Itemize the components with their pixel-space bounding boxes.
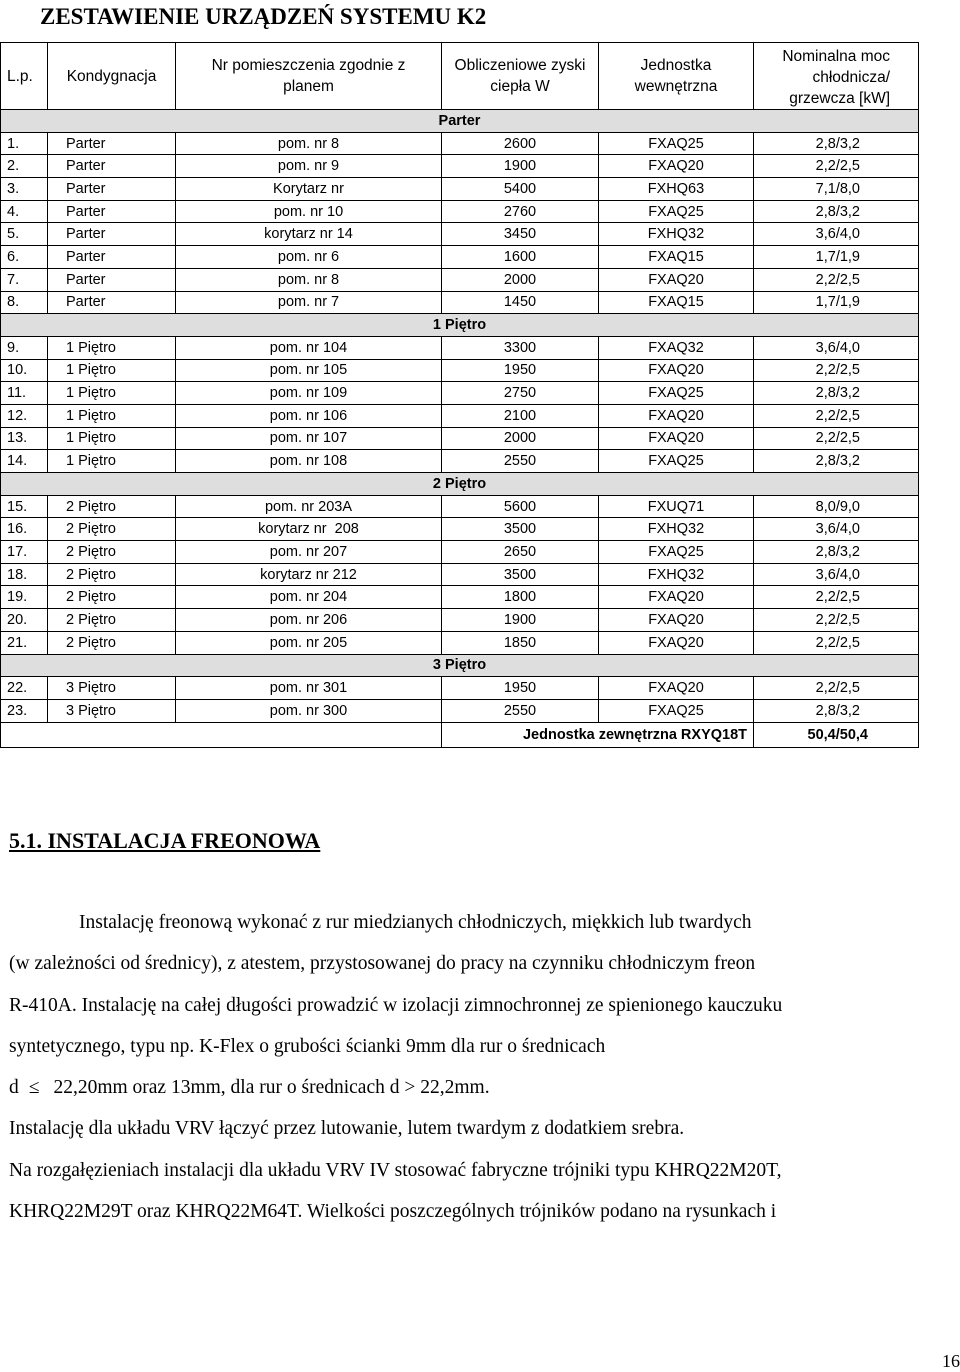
body-line: Instalację freonową wykonać z rur miedzianych chłodniczych, miękkich lub twardych <box>79 912 752 933</box>
body-line: Na rozgałęzieniach instalacji dla układu VRV IV stosować fabryczne trójniki typu KHRQ22M20T, <box>9 1159 782 1181</box>
cell-room: pom. nr 107 <box>176 427 442 450</box>
cell-indoor-unit: FXHQ32 <box>599 518 754 541</box>
cell-room: pom. nr 7 <box>176 291 442 314</box>
cell-room: pom. nr 207 <box>176 541 442 564</box>
cell-nominal-power: 2,8/3,2 <box>754 541 919 564</box>
cell-heat-gain: 2600 <box>442 132 599 155</box>
formula-text: 22,20mm oraz 13mm, dla rur o średnicach d > 22,2mm. <box>53 1077 490 1099</box>
cell-floor: 1 Piętro <box>48 382 176 405</box>
table-row <box>1 223 919 246</box>
cell-indoor-unit: FXAQ20 <box>599 609 754 632</box>
header-indoor-unit: Jednostka wewnętrzna <box>599 43 754 110</box>
cell-lp: 4. <box>1 200 48 223</box>
table-row <box>1 563 919 586</box>
cell-heat-gain: 3500 <box>442 563 599 586</box>
cell-heat-gain: 2760 <box>442 200 599 223</box>
cell-indoor-unit: FXAQ32 <box>599 336 754 359</box>
section-row <box>1 110 919 133</box>
cell-nominal-power: 2,2/2,5 <box>754 427 919 450</box>
cell-floor: 2 Piętro <box>48 586 176 609</box>
cell-floor: 3 Piętro <box>48 699 176 722</box>
cell-heat-gain: 3450 <box>442 223 599 246</box>
cell-heat-gain: 3500 <box>442 518 599 541</box>
cell-lp: 12. <box>1 404 48 427</box>
cell-nominal-power: 3,6/4,0 <box>754 336 919 359</box>
cell-lp: 1. <box>1 132 48 155</box>
cell-nominal-power: 3,6/4,0 <box>754 518 919 541</box>
cell-indoor-unit: FXHQ32 <box>599 563 754 586</box>
table-header-row <box>1 43 919 110</box>
section-row <box>1 654 919 677</box>
table-row <box>1 541 919 564</box>
outdoor-unit-label: Jednostka zewnętrzna RXYQ18T <box>442 722 754 747</box>
section-label: 3 Piętro <box>1 654 919 677</box>
table-row <box>1 268 919 291</box>
cell-lp: 19. <box>1 586 48 609</box>
cell-room: Korytarz nr <box>176 178 442 201</box>
cell-floor: 2 Piętro <box>48 541 176 564</box>
cell-nominal-power: 2,2/2,5 <box>754 359 919 382</box>
cell-floor: 2 Piętro <box>48 631 176 654</box>
cell-room: pom. nr 105 <box>176 359 442 382</box>
cell-heat-gain: 2550 <box>442 699 599 722</box>
cell-heat-gain: 1950 <box>442 359 599 382</box>
cell-indoor-unit: FXHQ32 <box>599 223 754 246</box>
cell-indoor-unit: FXAQ15 <box>599 291 754 314</box>
body-line: (w zależności od średnicy), z atestem, przystosowanej do pracy na czynniku chłodniczym freon <box>9 953 756 975</box>
cell-heat-gain: 3300 <box>442 336 599 359</box>
cell-nominal-power: 2,2/2,5 <box>754 155 919 178</box>
cell-lp: 20. <box>1 609 48 632</box>
cell-lp: 16. <box>1 518 48 541</box>
cell-lp: 23. <box>1 699 48 722</box>
table-row <box>1 155 919 178</box>
cell-floor: Parter <box>48 291 176 314</box>
body-text <box>9 902 954 1232</box>
cell-floor: Parter <box>48 200 176 223</box>
cell-room: pom. nr 206 <box>176 609 442 632</box>
table-row <box>1 631 919 654</box>
cell-room: pom. nr 10 <box>176 200 442 223</box>
cell-lp: 9. <box>1 336 48 359</box>
cell-nominal-power: 1,7/1,9 <box>754 291 919 314</box>
cell-floor: 1 Piętro <box>48 336 176 359</box>
table-row <box>1 291 919 314</box>
body-line: syntetycznego, typu np. K-Flex o grubości ścianki 9mm dla rur o średnicach <box>9 1035 606 1057</box>
header-lp: L.p. <box>1 43 48 110</box>
cell-lp: 10. <box>1 359 48 382</box>
cell-floor: 3 Piętro <box>48 677 176 700</box>
header-floor: Kondygnacja <box>48 43 176 110</box>
cell-floor: Parter <box>48 178 176 201</box>
cell-floor: 1 Piętro <box>48 427 176 450</box>
cell-room: korytarz nr 212 <box>176 563 442 586</box>
cell-heat-gain: 1600 <box>442 246 599 269</box>
cell-room: pom. nr 301 <box>176 677 442 700</box>
cell-lp: 18. <box>1 563 48 586</box>
cell-nominal-power: 2,2/2,5 <box>754 677 919 700</box>
body-line: R-410A. Instalację na całej długości prowadzić w izolacji zimnochronnej ze spienionego kauczuku <box>9 994 783 1016</box>
body-line: KHRQ22M29T oraz KHRQ22M64T. Wielkości poszczególnych trójników podano na rysunkach i <box>9 1201 777 1223</box>
cell-room: pom. nr 8 <box>176 132 442 155</box>
table-body <box>1 110 919 748</box>
cell-heat-gain: 1950 <box>442 677 599 700</box>
formula-variable: d <box>9 1077 19 1099</box>
cell-floor: Parter <box>48 132 176 155</box>
cell-nominal-power: 2,8/3,2 <box>754 699 919 722</box>
cell-heat-gain: 1850 <box>442 631 599 654</box>
cell-room: pom. nr 204 <box>176 586 442 609</box>
table-row <box>1 359 919 382</box>
cell-lp: 15. <box>1 495 48 518</box>
cell-floor: Parter <box>48 246 176 269</box>
cell-floor: 2 Piętro <box>48 518 176 541</box>
cell-floor: 1 Piętro <box>48 450 176 473</box>
cell-nominal-power: 2,8/3,2 <box>754 450 919 473</box>
cell-indoor-unit: FXAQ20 <box>599 427 754 450</box>
table-row <box>1 518 919 541</box>
cell-lp: 22. <box>1 677 48 700</box>
cell-nominal-power: 1,7/1,9 <box>754 246 919 269</box>
cell-indoor-unit: FXUQ71 <box>599 495 754 518</box>
cell-lp: 3. <box>1 178 48 201</box>
cell-floor: 1 Piętro <box>48 359 176 382</box>
document-title: ZESTAWIENIE URZĄDZEŃ SYSTEMU K2 <box>40 4 487 29</box>
cell-indoor-unit: FXAQ20 <box>599 586 754 609</box>
equipment-table <box>0 42 919 748</box>
cell-floor: Parter <box>48 223 176 246</box>
header-heat-gain: Obliczeniowe zyski ciepła W <box>442 43 599 110</box>
cell-lp: 11. <box>1 382 48 405</box>
cell-room: pom. nr 203A <box>176 495 442 518</box>
cell-lp: 2. <box>1 155 48 178</box>
table-row <box>1 450 919 473</box>
cell-indoor-unit: FXAQ20 <box>599 677 754 700</box>
cell-floor: 1 Piętro <box>48 404 176 427</box>
cell-floor: Parter <box>48 155 176 178</box>
body-line <box>9 1067 954 1108</box>
header-nominal-power: Nominalna moc chłodnicza/ grzewcza [kW] <box>754 43 919 110</box>
cell-indoor-unit: FXAQ15 <box>599 246 754 269</box>
table-row <box>1 178 919 201</box>
table-row <box>1 132 919 155</box>
cell-nominal-power: 2,8/3,2 <box>754 382 919 405</box>
cell-heat-gain: 5400 <box>442 178 599 201</box>
table-row <box>1 246 919 269</box>
cell-floor: 2 Piętro <box>48 609 176 632</box>
page-number: 16 <box>942 1351 960 1371</box>
cell-heat-gain: 2650 <box>442 541 599 564</box>
summary-row <box>1 722 919 747</box>
table-row <box>1 427 919 450</box>
cell-heat-gain: 1900 <box>442 155 599 178</box>
cell-nominal-power: 2,2/2,5 <box>754 609 919 632</box>
cell-nominal-power: 2,2/2,5 <box>754 268 919 291</box>
cell-lp: 21. <box>1 631 48 654</box>
cell-room: korytarz nr 208 <box>176 518 442 541</box>
cell-heat-gain: 2000 <box>442 268 599 291</box>
cell-indoor-unit: FXAQ20 <box>599 631 754 654</box>
cell-room: pom. nr 205 <box>176 631 442 654</box>
cell-heat-gain: 2100 <box>442 404 599 427</box>
cell-room: korytarz nr 14 <box>176 223 442 246</box>
section-label: Parter <box>1 110 919 133</box>
body-line: Instalację dla układu VRV łączyć przez lutowanie, lutem twardym z dodatkiem srebra. <box>9 1118 685 1140</box>
cell-indoor-unit: FXHQ63 <box>599 178 754 201</box>
cell-indoor-unit: FXAQ25 <box>599 699 754 722</box>
table-row <box>1 200 919 223</box>
cell-nominal-power: 2,2/2,5 <box>754 631 919 654</box>
cell-heat-gain: 5600 <box>442 495 599 518</box>
cell-nominal-power: 3,6/4,0 <box>754 223 919 246</box>
cell-room: pom. nr 109 <box>176 382 442 405</box>
cell-nominal-power: 2,8/3,2 <box>754 200 919 223</box>
cell-room: pom. nr 9 <box>176 155 442 178</box>
cell-heat-gain: 1800 <box>442 586 599 609</box>
cell-indoor-unit: FXAQ25 <box>599 132 754 155</box>
table-row <box>1 609 919 632</box>
cell-indoor-unit: FXAQ25 <box>599 200 754 223</box>
section-row <box>1 473 919 496</box>
table-row <box>1 495 919 518</box>
cell-lp: 14. <box>1 450 48 473</box>
cell-indoor-unit: FXAQ20 <box>599 404 754 427</box>
table-row <box>1 699 919 722</box>
section-heading: 5.1. INSTALACJA FREONOWA <box>9 828 321 853</box>
cell-nominal-power: 2,2/2,5 <box>754 404 919 427</box>
cell-room: pom. nr 6 <box>176 246 442 269</box>
cell-heat-gain: 2550 <box>442 450 599 473</box>
cell-room: pom. nr 106 <box>176 404 442 427</box>
cell-room: pom. nr 8 <box>176 268 442 291</box>
cell-lp: 5. <box>1 223 48 246</box>
cell-heat-gain: 2000 <box>442 427 599 450</box>
table-row <box>1 677 919 700</box>
section-label: 2 Piętro <box>1 473 919 496</box>
cell-room: pom. nr 104 <box>176 336 442 359</box>
cell-floor: Parter <box>48 268 176 291</box>
cell-nominal-power: 7,1/8,0 <box>754 178 919 201</box>
cell-heat-gain: 1450 <box>442 291 599 314</box>
cell-lp: 13. <box>1 427 48 450</box>
cell-indoor-unit: FXAQ25 <box>599 382 754 405</box>
cell-indoor-unit: FXAQ20 <box>599 359 754 382</box>
section-label: 1 Piętro <box>1 314 919 337</box>
table-row <box>1 382 919 405</box>
outdoor-unit-power: 50,4/50,4 <box>754 722 919 747</box>
cell-indoor-unit: FXAQ20 <box>599 155 754 178</box>
cell-nominal-power: 8,0/9,0 <box>754 495 919 518</box>
cell-indoor-unit: FXAQ25 <box>599 541 754 564</box>
cell-heat-gain: 2750 <box>442 382 599 405</box>
cell-floor: 2 Piętro <box>48 563 176 586</box>
header-room: Nr pomieszczenia zgodnie z planem <box>176 43 442 110</box>
cell-floor: 2 Piętro <box>48 495 176 518</box>
cell-indoor-unit: FXAQ25 <box>599 450 754 473</box>
cell-lp: 17. <box>1 541 48 564</box>
cell-nominal-power: 2,2/2,5 <box>754 586 919 609</box>
summary-spacer <box>1 722 48 747</box>
section-row <box>1 314 919 337</box>
cell-room: pom. nr 300 <box>176 699 442 722</box>
summary-spacer <box>48 722 442 747</box>
cell-indoor-unit: FXAQ20 <box>599 268 754 291</box>
less-equal-symbol: ≤ <box>28 1077 40 1099</box>
cell-nominal-power: 3,6/4,0 <box>754 563 919 586</box>
cell-lp: 8. <box>1 291 48 314</box>
table-row <box>1 586 919 609</box>
table-row <box>1 404 919 427</box>
cell-heat-gain: 1900 <box>442 609 599 632</box>
table-row <box>1 336 919 359</box>
cell-room: pom. nr 108 <box>176 450 442 473</box>
cell-lp: 7. <box>1 268 48 291</box>
cell-nominal-power: 2,8/3,2 <box>754 132 919 155</box>
cell-lp: 6. <box>1 246 48 269</box>
